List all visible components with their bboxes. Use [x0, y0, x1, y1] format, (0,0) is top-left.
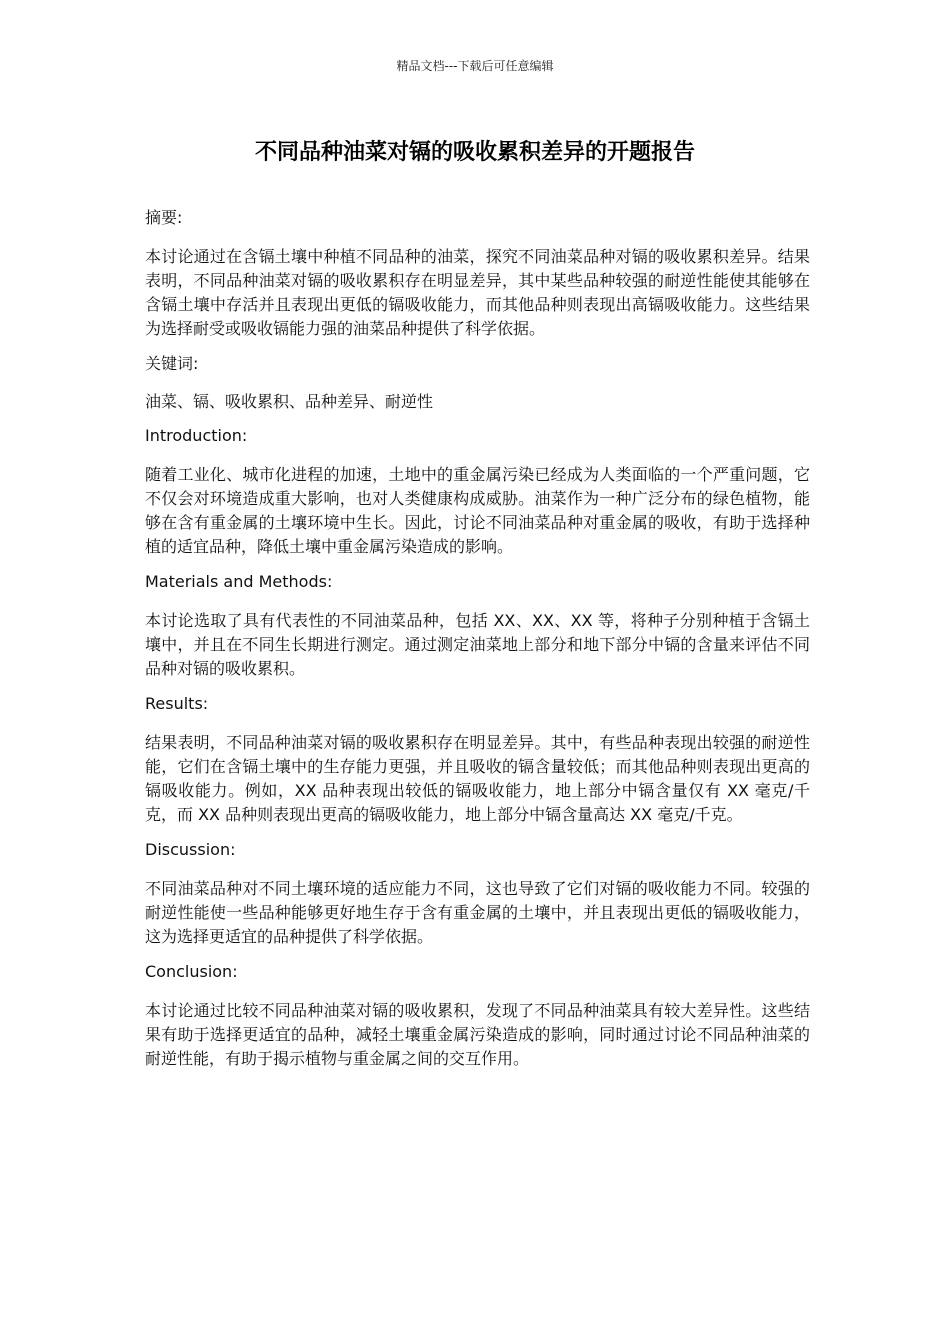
results-label: Results:: [145, 694, 209, 713]
keywords-label: 关键词:: [145, 354, 199, 373]
keywords-text: 油菜、镉、吸收累积、品种差异、耐逆性: [145, 392, 434, 411]
abstract-text: 本讨论通过在含镉土壤中种植不同品种的油菜，探究不同油菜品种对镉的吸收累积差异。结果表明，不同品种油菜对镉的吸收累积存在明显差异，其中某些品种较强的耐逆性能使其能够在含镉土壤中存活并且表现出更低的镉吸收能力，而其他品种则表现出高镉吸收能力。这些结果为选择耐受或吸收镉能力强的油菜品种提供了科学依据。: [145, 247, 810, 338]
discussion-text: 不同油菜品种对不同土壤环境的适应能力不同，这也导致了它们对镉的吸收能力不同。较强的耐逆性能使一些品种能够更好地生存于含有重金属的土壤中，并且表现出更低的镉吸收能力，这为选择更适宜的品种提供了科学依据。: [145, 879, 810, 946]
document-body: [145, 207, 810, 1083]
introduction-text: 随着工业化、城市化进程的加速，土地中的重金属污染已经成为人类面临的一个严重问题，它不仅会对环境造成重大影响，也对人类健康构成威胁。油菜作为一种广泛分布的绿色植物，能够在含有重金属的土壤环境中生长。因此，讨论不同油菜品种对重金属的吸收，有助于选择种植的适宜品种，降低土壤中重金属污染造成的影响。: [145, 465, 810, 556]
results-text: 结果表明，不同品种油菜对镉的吸收累积存在明显差异。其中，有些品种表现出较强的耐逆性能，它们在含镉土壤中的生存能力更强，并且吸收的镉含量较低；而其他品种则表现出更高的镉吸收能力。例如，XX 品种表现出较低的镉吸收能力，地上部分中镉含量仅有 XX 毫克/千克，而 XX 品种则表现出更高的镉吸收能力，地上部分中镉含量高达 XX 毫克/千克。: [145, 733, 810, 824]
methods-text: 本讨论选取了具有代表性的不同油菜品种，包括 XX、XX、XX 等，将种子分别种植于含镉土壤中，并且在不同生长期进行测定。通过测定油菜地上部分和地下部分中镉的含量来评估不同品种对镉的吸收累积。: [145, 611, 810, 678]
methods-label: Materials and Methods:: [145, 572, 333, 591]
page-header-note: 精品文档---下载后可任意编辑: [396, 59, 554, 73]
conclusion-text: 本讨论通过比较不同品种油菜对镉的吸收累积，发现了不同品种油菜具有较大差异性。这些结果有助于选择更适宜的品种，减轻土壤重金属污染造成的影响，同时通过讨论不同品种油菜的耐逆性能，有助于揭示植物与重金属之间的交互作用。: [145, 1001, 810, 1068]
introduction-label: Introduction:: [145, 426, 248, 445]
conclusion-label: Conclusion:: [145, 962, 238, 981]
document-title: 不同品种油菜对镉的吸收累积差异的开题报告: [254, 140, 695, 165]
abstract-label: 摘要:: [145, 208, 183, 227]
discussion-label: Discussion:: [145, 840, 236, 859]
